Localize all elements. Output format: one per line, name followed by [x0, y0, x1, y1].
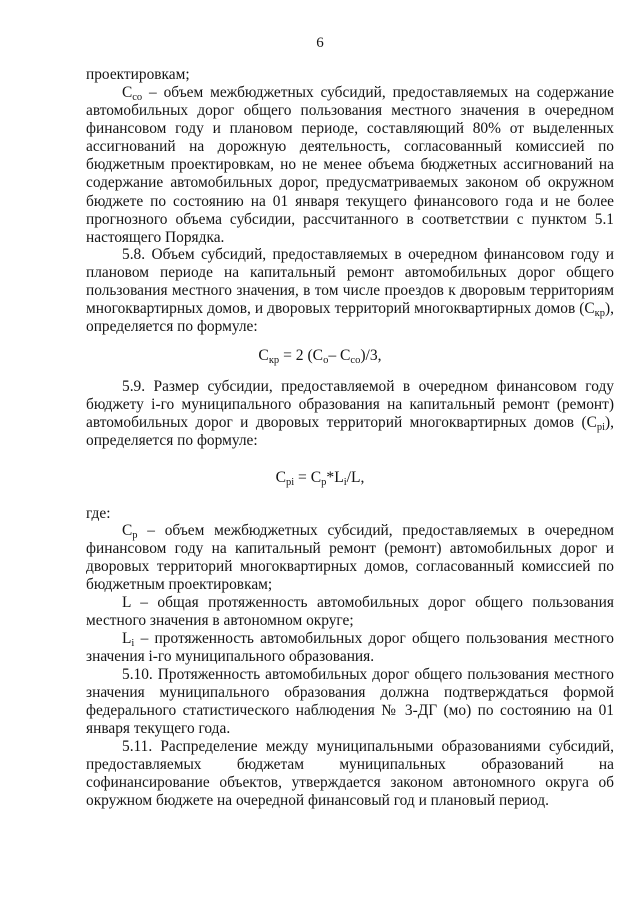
subscript: р: [132, 530, 138, 541]
formula-cpi: $С_{рi} = С_р*L_i/L$,: [275, 469, 365, 488]
clause-5-10: 5.10. Протяженность автомобильных дорог общего пользования местного значения муниципального образования должна подтверждаться формой федерального статистического наблюдения № 3-ДГ (мо) по состоянию на 01 января текущего года.: [86, 666, 614, 738]
formula-ckr: $С_{кр} = 2$ ($С_о-$ $С_{со})/3$,: [258, 347, 382, 366]
clause-text: 5.9. Размер субсидии, предоставляемой в очередном финансовом году бюджету i-го муниципального образования на капитальный ремонт (ремонт) автомобильных дорог и дворовых территорий многоквартирных домов (С: [86, 378, 614, 432]
where-label: где:: [86, 505, 111, 522]
definition-li: [86, 630, 614, 666]
definition-text: – объем межбюджетных субсидий, предоставляемых в очередном финансовом году на капитальный ремонт (ремонт) автомобильных дорог и дворовых территорий многоквартирных домов, согласованный комиссией по бюджетным проектировкам;: [86, 522, 614, 594]
clause-5-9: [86, 378, 614, 450]
symbol: L: [122, 630, 132, 647]
page-number: 6: [316, 35, 324, 51]
paragraph-continuation: проектировкам;: [86, 66, 190, 83]
subscript: i: [131, 638, 135, 649]
definition-text: – протяженность автомобильных дорог общего пользования местного значения i-го муниципального образования.: [86, 630, 614, 666]
subscript: со: [132, 92, 143, 103]
symbol: С: [122, 522, 133, 539]
definition-l: L – общая протяженность автомобильных дорог общего пользования местного значения в автономном округе;: [86, 594, 614, 630]
clause-5-8: [86, 246, 614, 336]
clause-tail: ), определяется по формуле:: [86, 414, 614, 450]
definition-cso: [86, 84, 614, 247]
clause-tail: ), определяется по формуле:: [86, 300, 614, 336]
symbol: С: [122, 84, 133, 101]
definition-text: – объем межбюджетных субсидий, предоставляемых на содержание автомобильных дорог общего пользования местного значения в очередном финансовом году и плановом периоде, составляющий 80% от выделенных ассигнований на дорожную деятельность, согласованный комиссией по бюджетным проектировкам, но не менее объема бюджетных ассигнований на содержание автомобильных дорог, предусматриваемых законом об окружном бюджете по состоянию на 01 января текущего финансового года и не более прогнозного объема субсидии, рассчитанного в соответствии с пунктом 5.1 настоящего Порядка.: [86, 84, 614, 246]
clause-text: 5.8. Объем субсидий, предоставляемых в очередном финансовом году и плановом периоде на капитальный ремонт автомобильных дорог общего пользования местного значения, в том числе проездов к дворовым территориям многоквартирных домов, и дворовых территорий многоквартирных домов (С: [86, 246, 614, 318]
subscript: рi: [596, 422, 606, 434]
clause-5-11: 5.11. Распределение между муниципальными образованиями субсидий, предоставляемых бюджетам муниципальных образований на софинансирование объектов, утверждается законом автономного округа об окружном бюджете на очередной финансовый год и плановый период.: [86, 738, 614, 810]
subscript: кр: [594, 308, 606, 320]
definition-cp: [86, 522, 614, 594]
